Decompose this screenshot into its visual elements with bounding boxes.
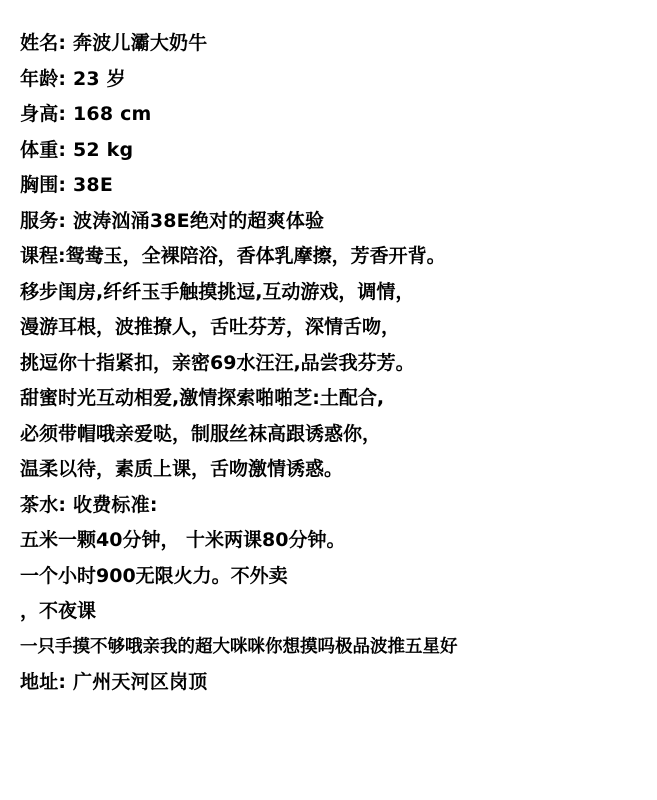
text-line: 温柔以待，素质上课，舌吻激情诱惑。 bbox=[20, 458, 344, 480]
text-line: 年龄: 23 岁 bbox=[20, 67, 126, 90]
text-line: 挑逗你十指紧扣，亲密69水汪汪,品尝我芬芳。 bbox=[20, 351, 415, 374]
text-line: 身高: 168 cm bbox=[20, 103, 152, 125]
text-line: 体重: 52 kg bbox=[20, 138, 134, 161]
text-line: 胸围: 38E bbox=[20, 174, 114, 196]
text-line: 五米一颗40分钟， 十米两课80分钟。 bbox=[20, 529, 346, 551]
text-line: 课程:鸳鸯玉，全裸陪浴，香体乳摩擦，芳香开背。 bbox=[20, 245, 446, 267]
text-line: 移步闺房,纤纤玉手触摸挑逗,互动游戏，调情， bbox=[20, 280, 415, 303]
text-line: 茶水: 收费标准: bbox=[20, 493, 158, 516]
text-line: 服务: 波涛汹涌38E绝对的超爽体验 bbox=[20, 209, 325, 232]
text-line: 姓名: 奔波儿灞大奶牛 bbox=[20, 32, 208, 54]
text-line: 一个小时900无限火力。不外卖 bbox=[20, 564, 288, 587]
text-line: 甜蜜时光互动相爱,激情探索啪啪芝:土配合, bbox=[20, 387, 385, 409]
text-line: 一只手摸不够哦亲我的超大咪咪你想摸吗极品波推五星好 bbox=[20, 636, 458, 657]
text-line: 漫游耳根，波推撩人，舌吐芬芳，深情舌吻， bbox=[20, 316, 401, 338]
text-line: ，不夜课 bbox=[20, 600, 97, 622]
text-line: 必须带帽哦亲爱哒，制服丝袜高跟诱惑你， bbox=[20, 422, 382, 445]
text-line: 地址: 广州天河区岗顶 bbox=[20, 671, 208, 693]
